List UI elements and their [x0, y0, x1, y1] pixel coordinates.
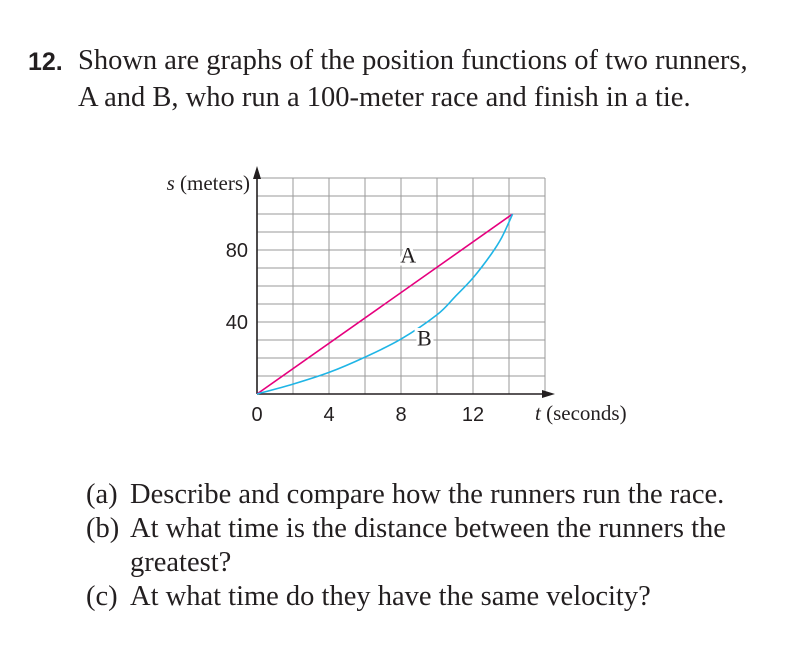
problem-number: 12. [28, 48, 63, 76]
y-tick-label: 40 [225, 312, 248, 334]
question-b [86, 512, 726, 580]
series-label-b: B [417, 325, 432, 351]
question-list [86, 478, 726, 614]
question-label: (a) [86, 479, 118, 510]
question-label: (b) [86, 513, 120, 544]
grid-lines [257, 178, 545, 394]
x-tick-label: 12 [461, 404, 485, 426]
x-tick-label: 8 [395, 404, 407, 426]
y-axis-label: s (meters) [166, 171, 250, 195]
x-tick-label: 0 [251, 404, 263, 426]
x-tick-label: 4 [323, 404, 335, 426]
y-tick-label: 80 [225, 240, 248, 262]
y-axis-arrow-icon [253, 166, 261, 179]
problem-text-line: A and B, who run a 100-meter race and finish in a tie. [78, 82, 691, 113]
question-text: At what time do they have the same velocity? [130, 581, 651, 612]
question-text: At what time is the distance between the runners the [130, 513, 726, 544]
question-text: Describe and compare how the runners run the race. [130, 479, 725, 510]
x-axis-label: t (seconds) [535, 401, 627, 425]
problem-text-line: Shown are graphs of the position functions of two runners, [78, 45, 748, 76]
question-c [86, 580, 726, 614]
question-text-continued: greatest? [130, 547, 232, 578]
question-a [86, 478, 726, 512]
series-label-a: A [400, 242, 417, 268]
question-label: (c) [86, 581, 118, 612]
x-axis-arrow-icon [542, 390, 555, 398]
